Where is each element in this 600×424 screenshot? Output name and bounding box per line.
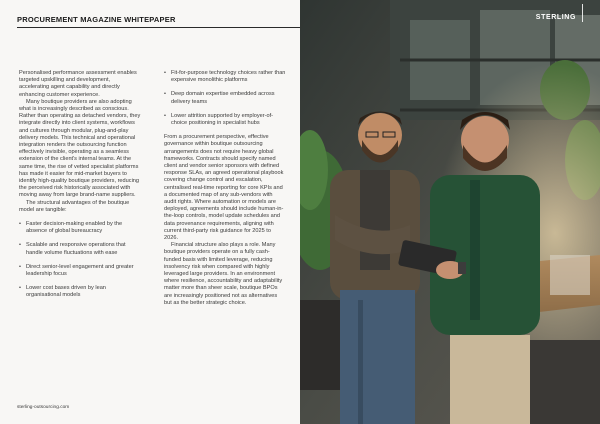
right-page-photo xyxy=(300,0,600,424)
list-item: • Direct senior-level engagement and greater leadership focus xyxy=(19,264,141,278)
list-item: • Scalable and responsive operations that handle volume fluctuations with ease xyxy=(19,242,141,256)
two-men-with-tablet-photo xyxy=(300,0,600,424)
column2-bullet-list xyxy=(164,70,286,127)
brand-logo-text: STERLING xyxy=(535,14,576,21)
column1-paragraph-3: The structural advantages of the boutique model are tangible: xyxy=(19,199,130,213)
list-item: • Lower attrition supported by employer-of-choice positioning in specialist hubs xyxy=(164,113,286,127)
column1-paragraph-1: Personalised performance assessment enables targeted upskilling and development, accelerating agent capability and directly enhancing customer experience. xyxy=(19,70,137,98)
list-item: • Fit-for-purpose technology choices rather than expensive monolithic platforms xyxy=(164,70,286,84)
footer-url: sterling-outsourcing.com xyxy=(17,405,70,410)
page-header-title: PROCUREMENT MAGAZINE WHITEPAPER xyxy=(17,15,176,24)
list-item: • Lower cost bases driven by lean organisational models xyxy=(19,285,141,299)
column2-paragraph-2: Financial structure also plays a role. Many boutique providers operate on a fully cash-funded basis with limited leverage, reducing insolvency risk when compared with highly leveraged large providers. In an environment where resilience, accountability and adaptability matter more than sheer scale, boutique BPOs are increasingly positioned not as alternatives but as the better strategic choice. xyxy=(164,242,283,306)
list-item: • Deep domain expertise embedded across delivery teams xyxy=(164,91,286,105)
text-column-2 xyxy=(164,70,286,307)
column2-paragraph-1: From a procurement perspective, effective governance within boutique outsourcing arrangements does not require heavy global frameworks. Contracts should specify named client and vendor senior sponsors with defined response SLAs, an agreed operational playbook covering change control and escalation, centralised real-time reporting for core KPIs and a documented map of any sub-vendors with audit rights. Where automation or models are deployed, agreements should include human-in-the-loop controls, model update schedules and data provenance requirements, aligning with current third-party risk guidance for 2025 to 2026. xyxy=(164,134,284,242)
brand-rule xyxy=(582,4,583,22)
text-column-1 xyxy=(19,70,141,307)
column1-paragraph-2: Many boutique providers are also adopting what is increasingly described as conscious. Rather than operating as detached vendors, they integrate directly into client systems, workflows and cultures through modular, plug-and-play delivery models. This technical and operational integration renders the outsourcing function effectively invisible, operating as a seamless extension of the client's internal teams. At the same time, the rise of vetted specialist platforms has made it easier for mid-market buyers to identify high-quality boutique providers, reducing the perceived risk historically associated with moving away from large brand-name suppliers. xyxy=(19,98,141,199)
column1-bullet-list xyxy=(19,221,141,300)
header-rule xyxy=(17,27,300,28)
list-item: • Faster decision-making enabled by the absence of global bureaucracy xyxy=(19,221,141,235)
